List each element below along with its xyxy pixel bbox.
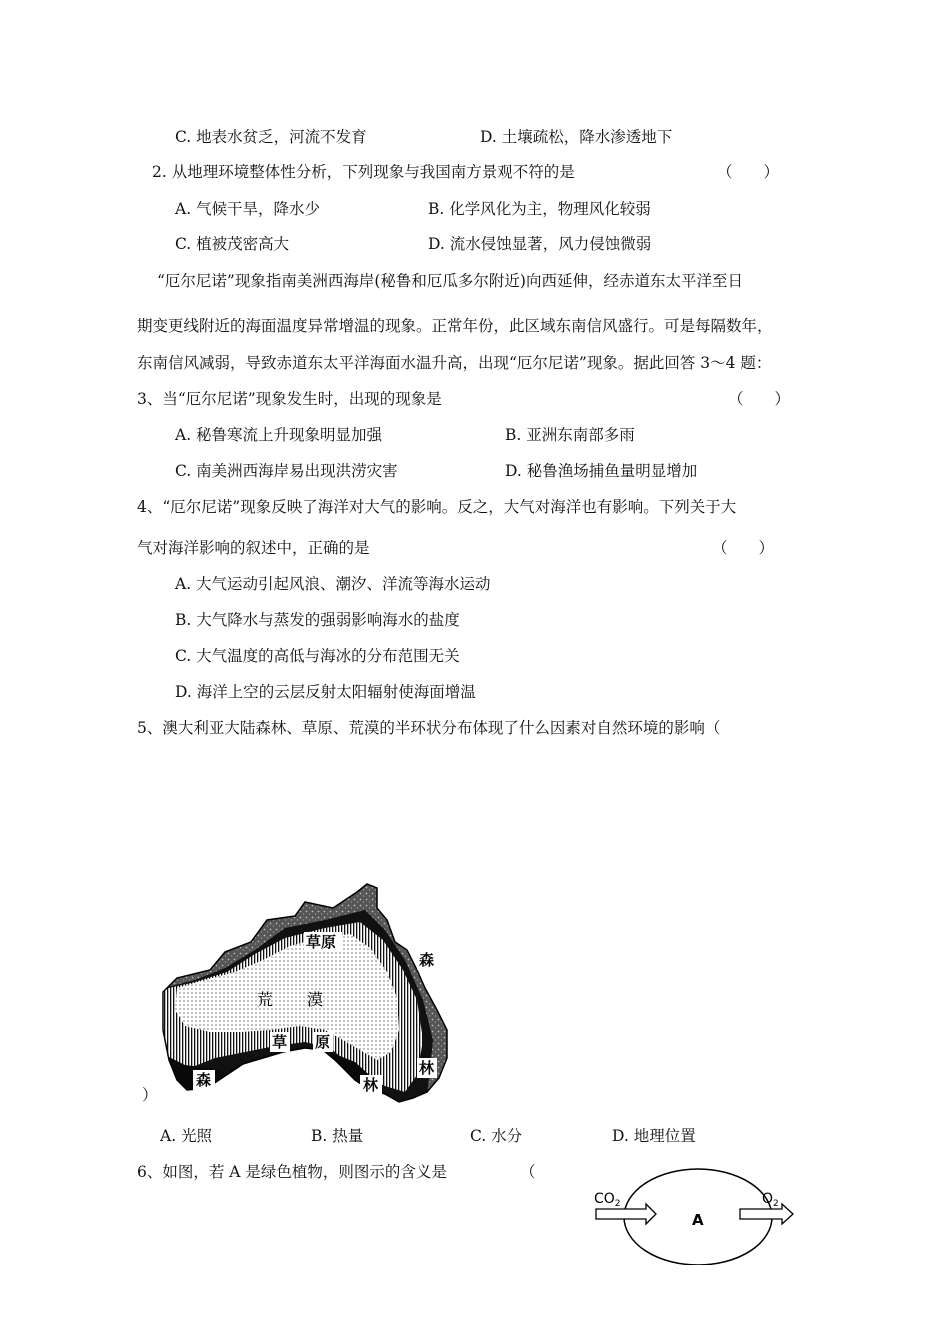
q5-option-d: D. 地理位置 <box>612 1127 696 1145</box>
output-arrow-icon <box>740 1204 793 1224</box>
map-label-forest-sw: 森 <box>196 1071 212 1089</box>
q2-answer-paren: （ ） <box>717 163 780 181</box>
center-a-label: A <box>692 1211 704 1229</box>
q2-option-d: D. 流水侵蚀显著，风力侵蚀微弱 <box>428 235 652 253</box>
passage-line-3: 东南信风减弱，导致赤道东太平洋海面水温升高，出现“厄尔尼诺”现象。据此回答 3～4 题： <box>137 354 772 372</box>
passage-line-1: “厄尔尼诺”现象指南美洲西海岸(秘鲁和厄瓜多尔附近)向西延伸，经赤道东太平洋至日 <box>157 272 743 290</box>
q6-answer-paren: （ <box>520 1163 536 1181</box>
q5-close-paren: ） <box>142 1086 158 1104</box>
q5-option-b: B. 热量 <box>311 1127 364 1145</box>
q5-option-c: C. 水分 <box>470 1127 523 1145</box>
australia-vegetation-map <box>155 880 475 1110</box>
passage-line-2: 期变更线附近的海面温度异常增温的现象。正常年份，此区域东南信风盛行。可是每隔数年， <box>137 317 773 335</box>
q4-option-b: B. 大气降水与蒸发的强弱影响海水的盐度 <box>175 611 460 629</box>
q2-option-c: C. 植被茂密高大 <box>175 235 290 253</box>
q3-option-b: B. 亚洲东南部多雨 <box>505 426 635 444</box>
q3-answer-paren: （ ） <box>728 390 791 408</box>
map-label-grass-south-1: 草 <box>272 1033 288 1051</box>
map-label-desert-right: 漠 <box>307 990 324 1009</box>
q4-option-d: D. 海洋上空的云层反射太阳辐射使海面增温 <box>175 683 476 701</box>
q1-option-d: D. 土壤疏松，降水渗透地下 <box>480 128 673 146</box>
q2-stem: 2. 从地理环境整体性分析，下列现象与我国南方景观不符的是 <box>152 163 575 181</box>
q3-option-a: A. 秘鲁寒流上升现象明显加强 <box>175 426 383 444</box>
q4-stem-line-2: 气对海洋影响的叙述中，正确的是 <box>137 539 370 557</box>
q2-option-a: A. 气候干旱，降水少 <box>175 200 321 218</box>
q4-stem-line-1: 4、“厄尔尼诺”现象反映了海洋对大气的影响。反之，大气对海洋也有影响。下列关于大 <box>137 498 737 516</box>
q5-option-a: A. 光照 <box>160 1127 213 1145</box>
q4-option-c: C. 大气温度的高低与海冰的分布范围无关 <box>175 647 460 665</box>
q4-option-a: A. 大气运动引起风浪、潮汐、洋流等海水运动 <box>175 575 491 593</box>
q1-option-c: C. 地表水贫乏，河流不发育 <box>175 128 367 146</box>
q3-option-c: C. 南美洲西海岸易出现洪涝灾害 <box>175 462 398 480</box>
q5-stem: 5、澳大利亚大陆森林、草原、荒漠的半环状分布体现了什么因素对自然环境的影响（ <box>137 719 721 737</box>
map-label-grass-south-2: 原 <box>315 1033 331 1051</box>
q3-option-d: D. 秘鲁渔场捕鱼量明显增加 <box>505 462 698 480</box>
map-label-grass-north: 草原 <box>306 933 337 951</box>
photosynthesis-diagram <box>590 1165 805 1265</box>
map-label-forest-se: 林 <box>419 1059 435 1077</box>
map-label-forest-s: 林 <box>363 1076 379 1094</box>
co2-label: $CO_2$ <box>594 1191 621 1209</box>
q3-stem: 3、当“厄尔尼诺”现象发生时，出现的现象是 <box>137 390 442 408</box>
o2-label: $O_2$ <box>762 1191 779 1209</box>
map-label-desert-left: 荒 <box>257 990 274 1009</box>
q4-answer-paren: （ ） <box>712 539 775 557</box>
q2-option-b: B. 化学风化为主，物理风化较弱 <box>428 200 651 218</box>
map-label-forest-east: 森 <box>419 951 435 969</box>
q6-stem: 6、如图，若 A 是绿色植物，则图示的含义是 <box>137 1163 447 1181</box>
